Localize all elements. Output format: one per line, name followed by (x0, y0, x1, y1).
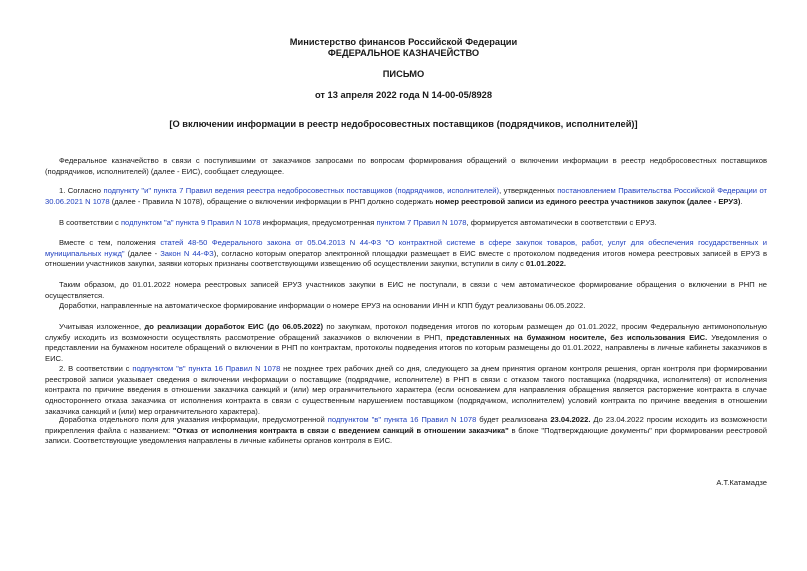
link-rules-item16v-2[interactable]: подпунктом "в" пункта 16 Правил N 1078 (327, 415, 477, 424)
document-subject: [О включении информации в реестр недобросовестных поставщиков (подрядчиков, исполнителей)] (169, 119, 638, 129)
paragraph-7: 2. В соответствии с подпунктом "в" пункта 16 Правил N 1078 не позднее трех рабочих дней со дня, следующего за днем принятия органом контроля решения, орган контроля при формировании реестровой записи указывает сведения о включении информации о поставщике (подрядчике, исполнителе) в РНП в связи с отказом такого поставщика (подрядчика, исполнителя) от исполнения контракта по причине введения в отношении заказчика санкций и (или) мер ограничительного характера (если основанием для направления обращения является расторжение контракта в случае одностороннего отказа заказчика от исполнения контракта в связи с существенным нарушением поставщиком (подрядчиком, исполнителем) условий контракта по причине введения в отношении заказчика санкций и (или) мер ограничительного характера). (45, 364, 767, 416)
paragraph-intro: Федеральное казначейство в связи с поступившими от заказчиков запросами по вопросам формирования обращений о включении информации в реестр недобросовестных поставщиков (подрядчиков, исполнителей) (далее - ЕИС), сообщает следующее. (45, 156, 767, 176)
link-law-44fz-articles[interactable]: статей 48-50 Федерального закона от 05.04.2013 N 44-ФЗ "О контрактной системе в сфере закупок товаров, работ, услуг для обеспечения государственных и муниципальных нужд" (45, 238, 767, 258)
link-resolution-1078[interactable]: постановлением Правительства Российской Федерации от 30.06.2021 N 1078 (45, 186, 767, 206)
paragraph-1: 1. Согласно подпункту "и" пункта 7 Правил ведения реестра недобросовестных поставщиков (подрядчиков, исполнителей), утвержденных постановлением Правительства Российской Федерации от 30.06.2021 N 1078 (далее - Правила N 1078), обращение о включении информации в РНП должно содержать номер реестровой записи из единого реестра участников закупок (далее - ЕРУЗ). (45, 186, 767, 206)
paragraph-6: Учитывая изложенное, до реализации доработок ЕИС (до 06.05.2022) по закупкам, протокол подведения итогов по которым размещен до 01.01.2022, просим Федеральную антимонопольную службу исходить из возможности осуществлять рассмотрение обращений заказчиков о включении в РНП, представленных на бумажном носителе, без использования ЕИС. Уведомления о представлении на бумажном носителе обращений о включении в РНП по контрактам, протоколы подведения итогов по которым размещены до 01.01.2022, направлены в личные кабинеты заказчиков в ЕИС. (45, 322, 767, 364)
document-date-number: от 13 апреля 2022 года N 14-00-05/8928 (314, 90, 493, 100)
link-rules-item7i[interactable]: подпункту "и" пункта 7 Правил ведения реестра недобросовестных поставщиков (подрядчиков, исполнителей) (103, 186, 500, 195)
link-law-44fz[interactable]: Закон N 44-ФЗ (160, 248, 214, 258)
signature: А.Т.Катамадзе (716, 478, 767, 487)
paragraph-8: Доработка отдельного поля для указания информации, предусмотренной подпунктом "в" пункта 16 Правил N 1078 будет реализована 23.04.2022. До 23.04.2022 просим исходить из возможности прикрепления файла с названием: "Отказ от исполнения контракта в связи с введением санкций в отношении заказчика" в блоке "Подтверждающие документы" при формировании реестровой записи. Соответствующие уведомления направлены в личные кабинеты органов контроля в ЕИС. (45, 415, 767, 446)
ministry-title: Министерство финансов Российской Федерации (289, 37, 518, 47)
paragraph-3: Вместе с тем, положения статей 48-50 Федерального закона от 05.04.2013 N 44-ФЗ "О контрактной системе в сфере закупок товаров, работ, услуг для обеспечения государственных и муниципальных нужд" (далее - Закон N 44-ФЗ), согласно которым оператор электронной площадки размещает в ЕИС вместе с протоколом подведения итогов номера реестровых записей в ЕРУЗ в отношении участников закупки, заявки которых признаны соответствующими извещению об осуществлении закупки, вступили в силу с 01.01.2022. (45, 238, 767, 269)
document-type: ПИСЬМО (382, 69, 425, 79)
agency-title: ФЕДЕРАЛЬНОЕ КАЗНАЧЕЙСТВО (327, 48, 480, 58)
paragraph-2: В соответствии с подпунктом "а" пункта 9 Правил N 1078 информация, предусмотренная пунктом 7 Правил N 1078, формируется автоматически в соответствии с ЕРУЗ. (59, 218, 657, 227)
link-rules-item16v[interactable]: подпунктом "в" пункта 16 Правил N 1078 (132, 364, 281, 373)
paragraph-4: Таким образом, до 01.01.2022 номера реестровых записей ЕРУЗ участников закупки в ЕИС не поступали, в связи с чем автоматическое формирование обращения о включении в РНП не осуществляется. (45, 280, 767, 300)
link-rules-item7[interactable]: пунктом 7 Правил N 1078 (376, 218, 467, 227)
link-rules-item9a[interactable]: подпунктом "а" пункта 9 Правил N 1078 (120, 218, 261, 227)
paragraph-5: Доработки, направленные на автоматическое формирование информации о номере ЕРУЗ на основании ИНН и КПП будут реализованы 06.05.2022. (59, 301, 586, 310)
